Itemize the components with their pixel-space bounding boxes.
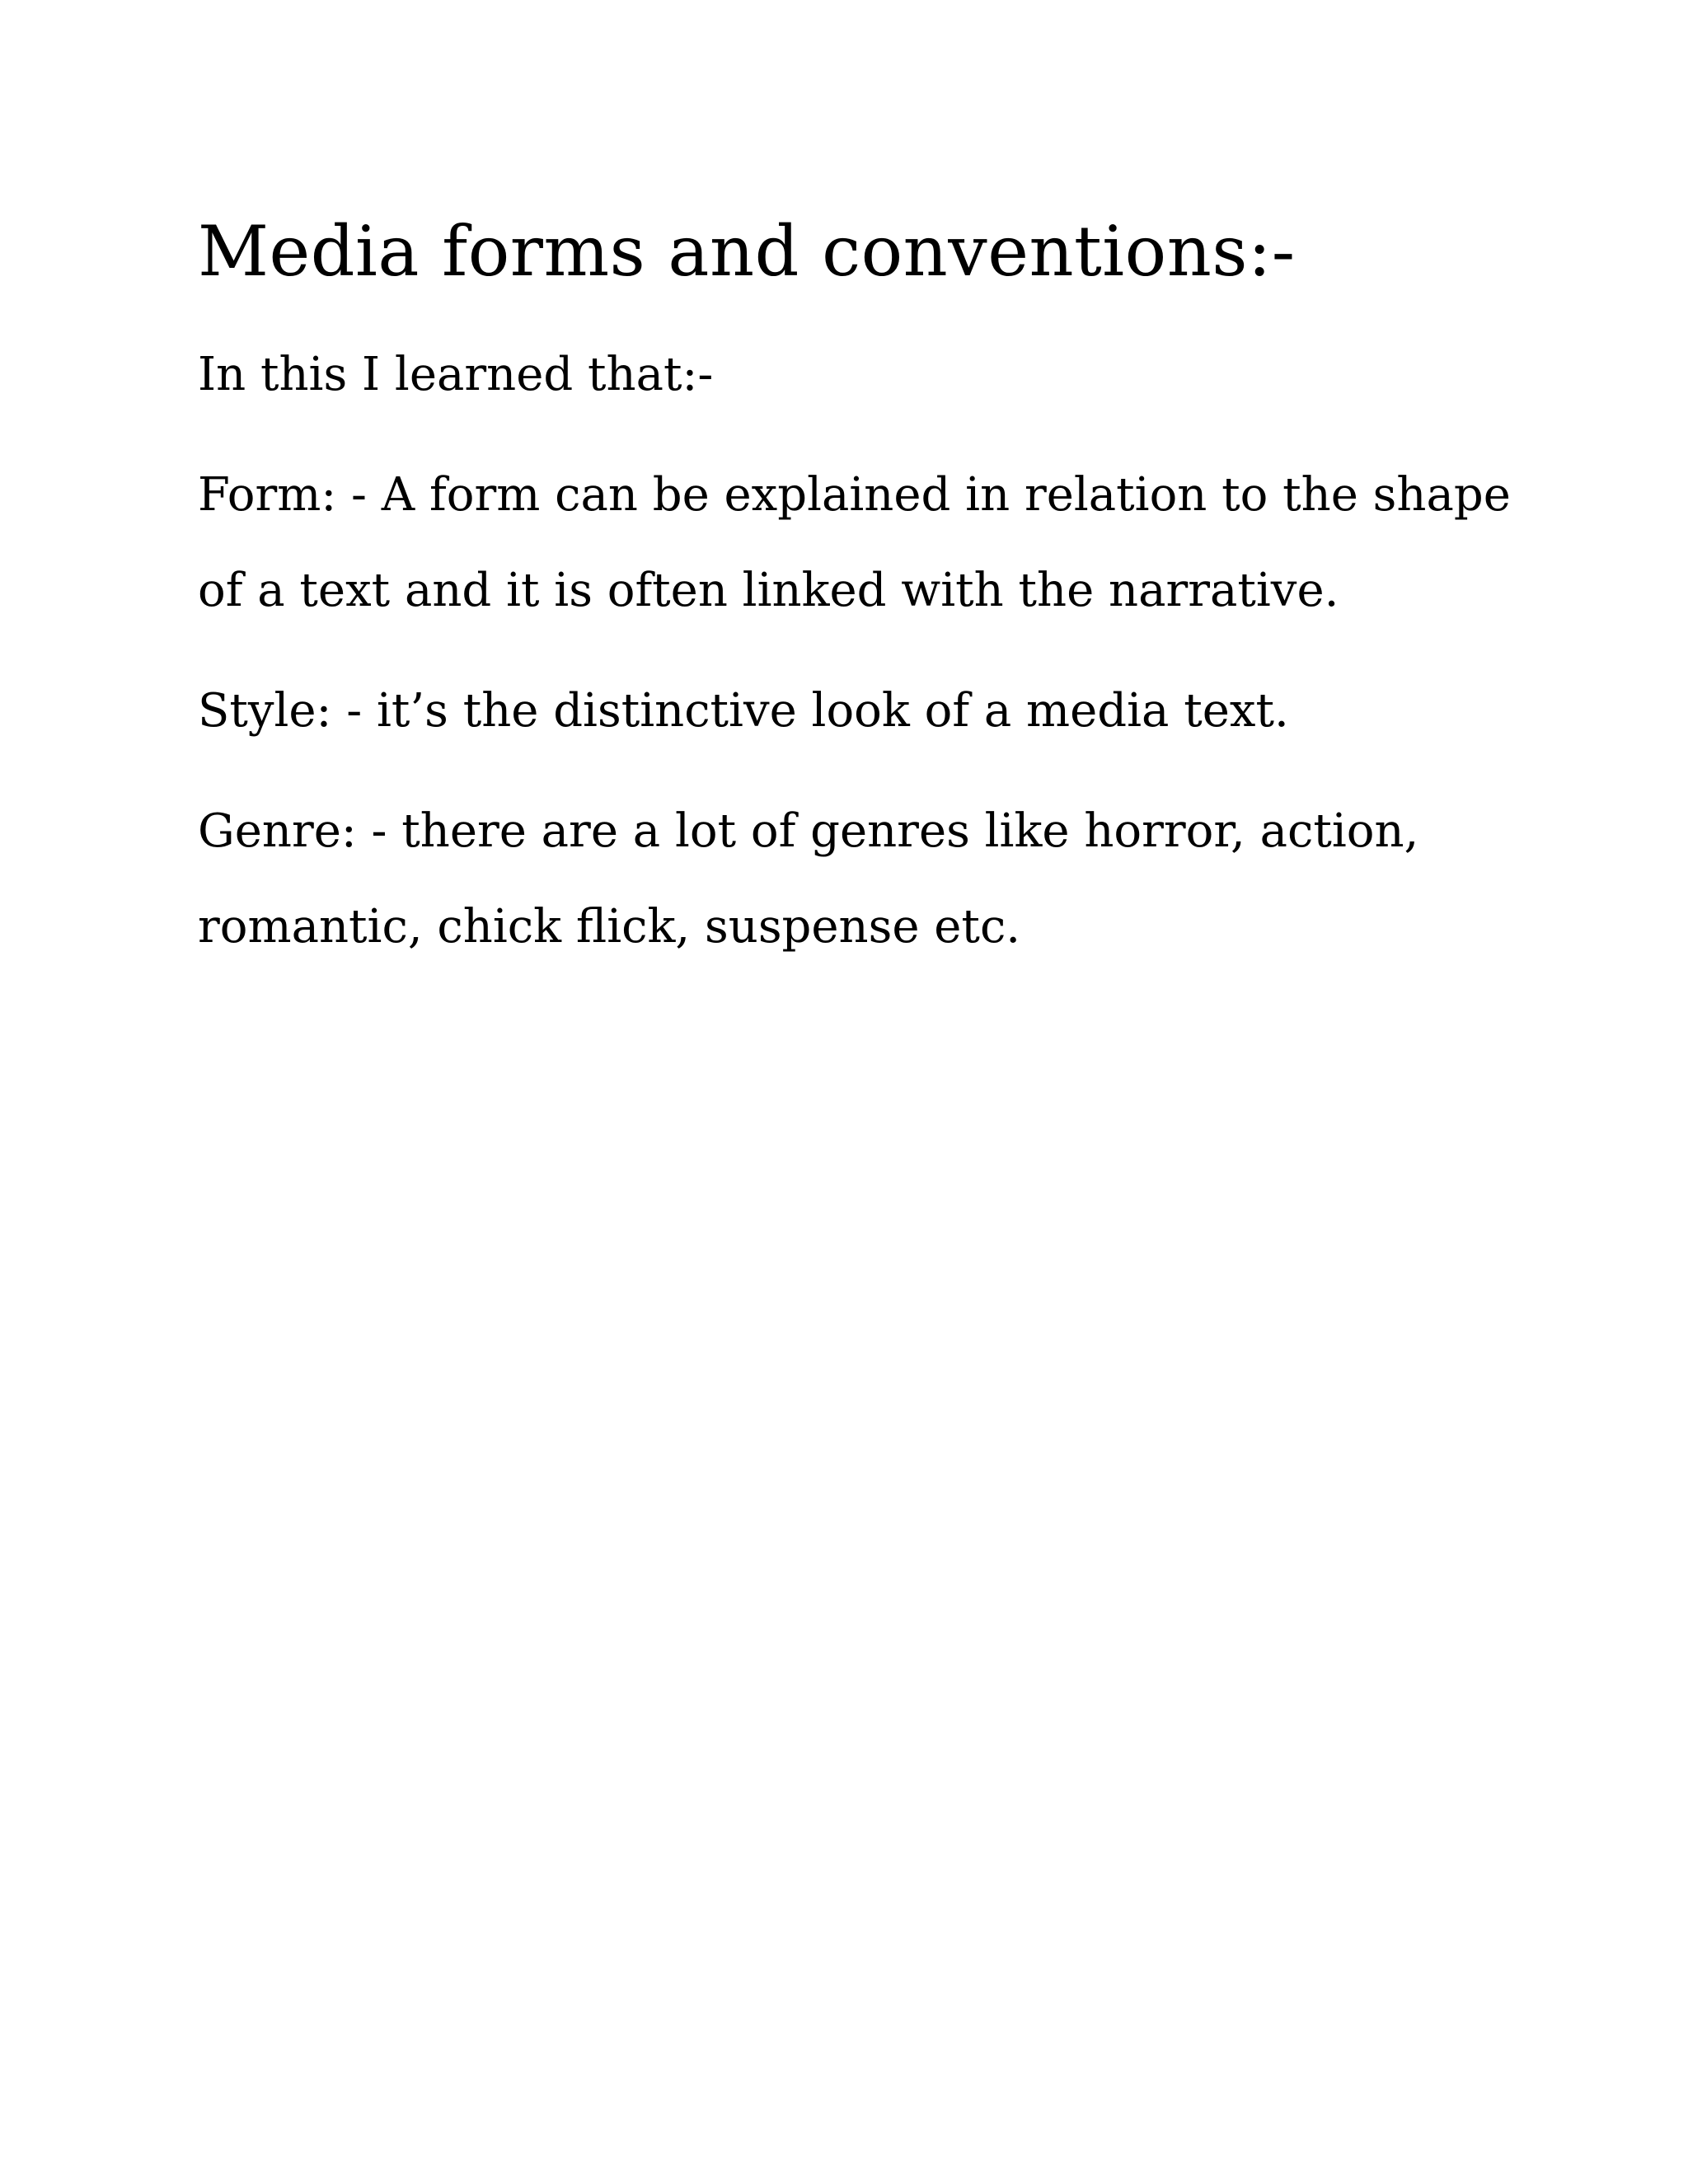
definition-style: Style: - it’s the distinctive look of a media text. xyxy=(198,684,1289,738)
definition-genre: Genre: - there are a lot of genres like horror, action, romantic, chick flick, suspense etc. xyxy=(198,804,1419,954)
intro-text: In this I learned that:- xyxy=(198,348,714,401)
document-body xyxy=(198,210,1517,975)
page-title: Media forms and conventions:- xyxy=(198,211,1296,292)
definition-form: Form: - A form can be explained in relation to the shape of a text and it is often linked with the narrative. xyxy=(198,468,1511,617)
